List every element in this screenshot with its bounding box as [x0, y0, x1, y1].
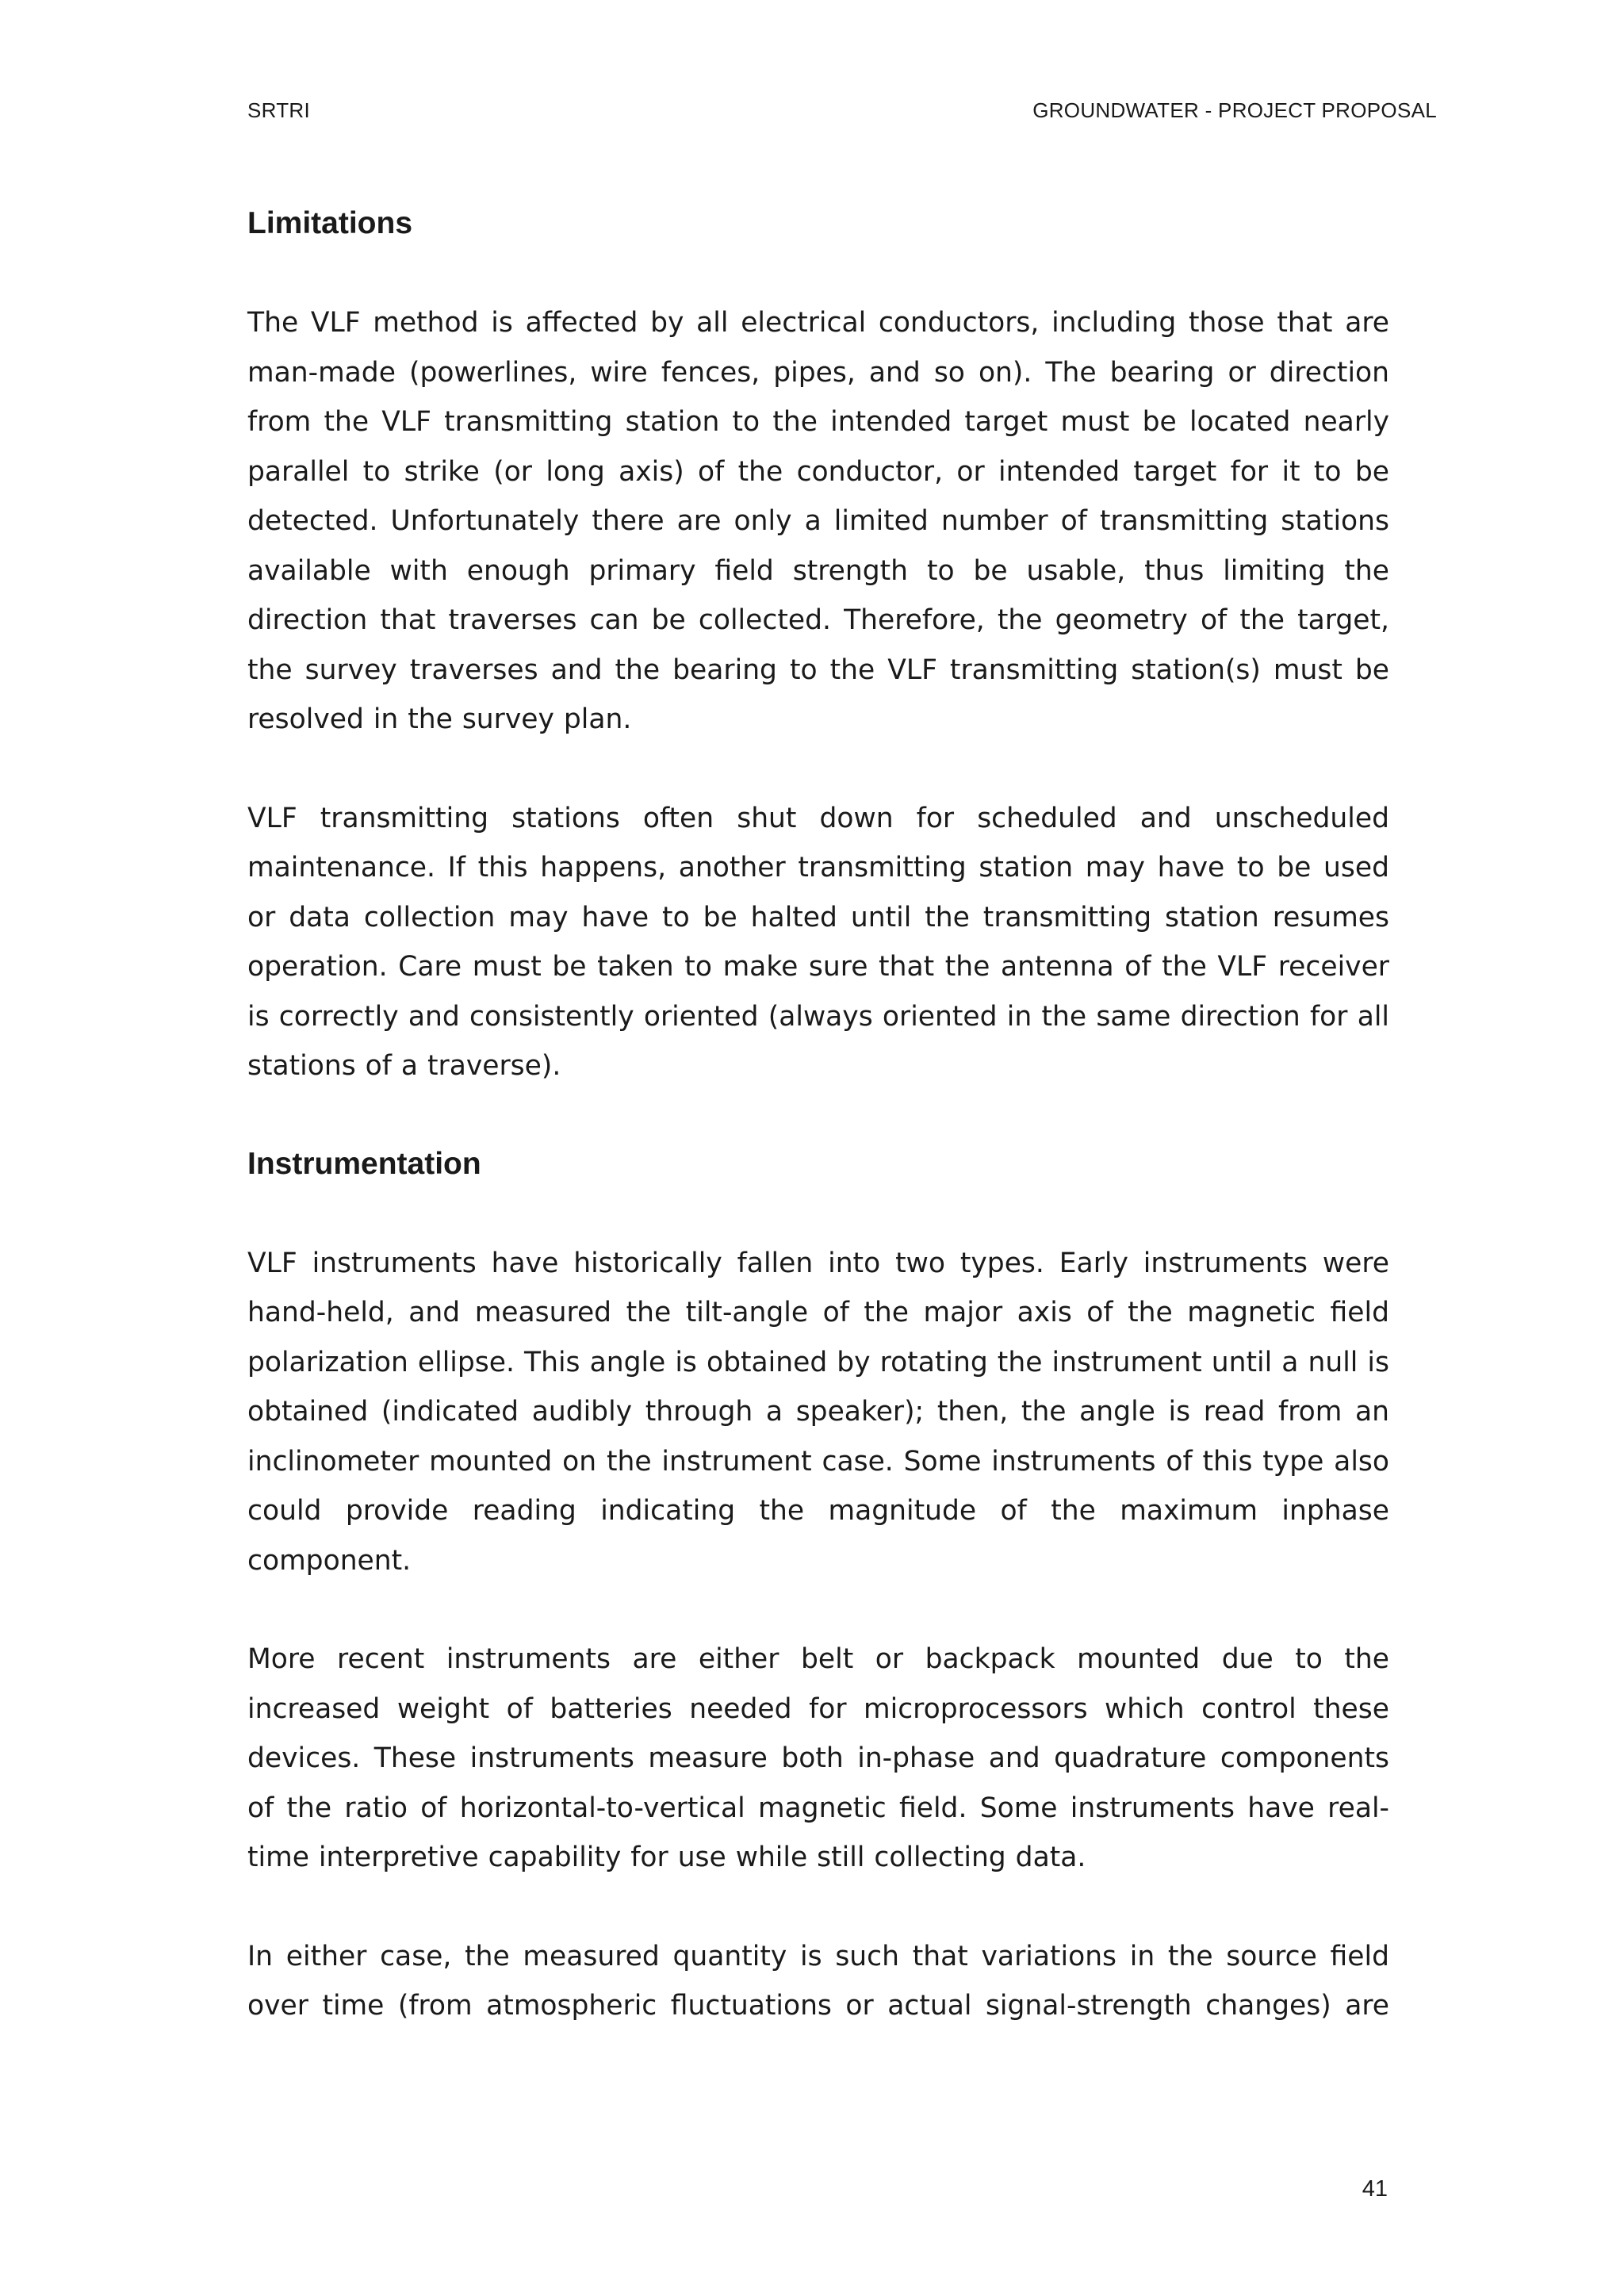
- paragraph-instrumentation-3: In either case, the measured quantity is such that variations in the source field over time (from atmospheric fluctuations or actual signal-strength changes) are: [247, 1940, 1389, 2022]
- section-heading-limitations: Limitations: [247, 206, 413, 240]
- page-content: [247, 200, 1389, 2031]
- paragraph-limitations-2: VLF transmitting stations often shut down for scheduled and unscheduled maintenance. If this happens, another transmitting station may have to be used or data collection may have to be halted until the transmitting station resumes operation. Care must be taken to make sure that the antenna of the VLF receiver is correctly and consistently oriented (always oriented in the same direction for all stations of a traverse).: [247, 802, 1389, 1082]
- paragraph-instrumentation-2: More recent instruments are either belt or backpack mounted due to the increased weight of batteries needed for microprocessors which control these devices. These instruments measure both in-phase and quadrature components of the ratio of horizontal-to-vertical magnetic field. Some instruments have real-time interpretive capability for use while still collecting data.: [247, 1643, 1389, 1873]
- paragraph-instrumentation-1: VLF instruments have historically fallen into two types. Early instruments were hand-held, and measured the tilt-angle of the major axis of the magnetic field polarization ellipse. This angle is obtained by rotating the instrument until a null is obtained (indicated audibly through a speaker); then, the angle is read from an inclinometer mounted on the instrument case. Some instruments of this type also could provide reading indicating the magnitude of the maximum inphase component.: [247, 1247, 1389, 1577]
- page-number: 41: [1362, 2176, 1388, 2202]
- paragraph-limitations-1: The VLF method is affected by all electrical conductors, including those that are man-made (powerlines, wire fences, pipes, and so on). The bearing or direction from the VLF transmitting station to the intended target must be located nearly parallel to strike (or long axis) of the conductor, or intended target for it to be detected. Unfortunately there are only a limited number of transmitting stations available with enough primary field strength to be usable, thus limiting the direction that traverses can be collected. Therefore, the geometry of the target, the survey traverses and the bearing to the VLF transmitting station(s) must be resolved in the survey plan.: [247, 307, 1389, 735]
- section-heading-instrumentation: Instrumentation: [247, 1146, 481, 1181]
- header-document-title: GROUNDWATER - PROJECT PROPOSAL: [1032, 98, 1437, 122]
- header-organization: SRTRI: [247, 98, 311, 122]
